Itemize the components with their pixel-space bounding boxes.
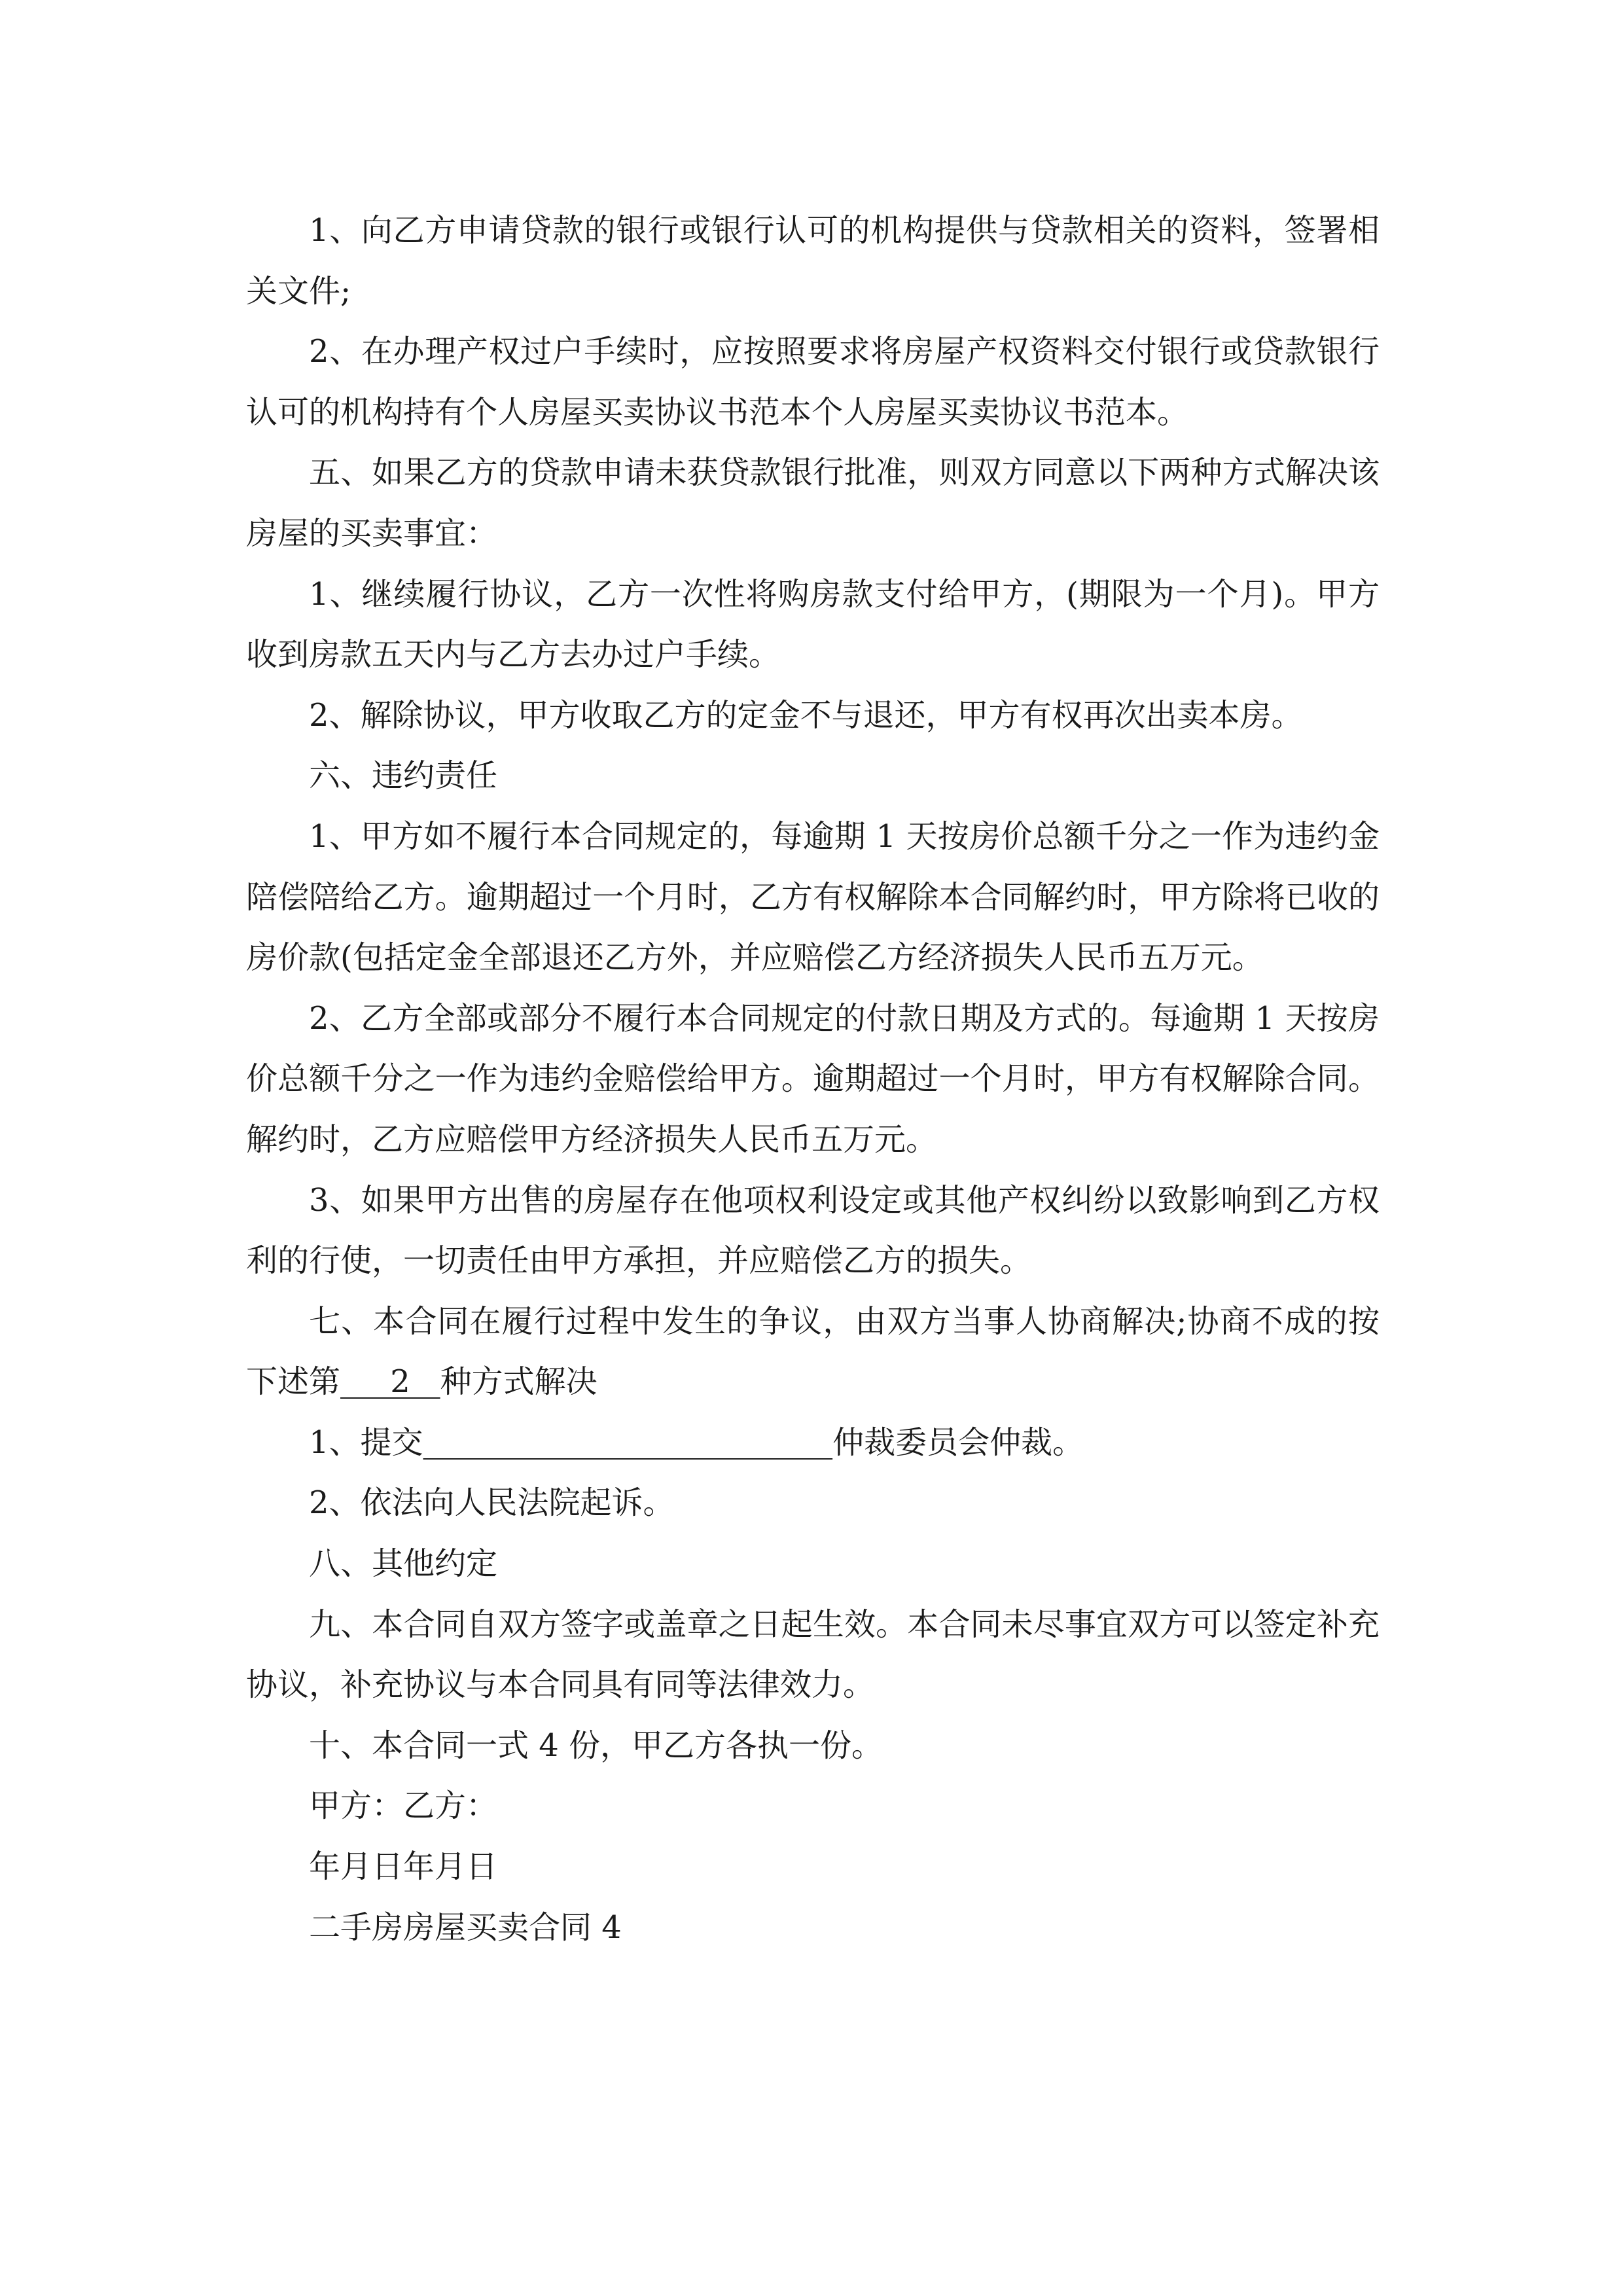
paragraph-effective-date: 九、本合同自双方签字或盖章之日起生效。本合同未尽事宜双方可以签定补充协议，补充协议与本合同具有同等法律效力。 [246,1605,1380,1704]
arbitration-suffix: 仲裁委员会仲裁。 [832,1424,1084,1461]
heading-other-terms: 八、其他约定 [309,1545,498,1583]
signature-dates: 年月日年月日 [309,1848,498,1886]
dispute-method-suffix: 种方式解决 [440,1363,597,1401]
paragraph-party-b-breach: 2、乙方全部或部分不履行本合同规定的付款日期及方式的。每逾期 1 天按房价总额千分之一作为违约金赔偿给甲方。逾期超过一个月时，甲方有权解除合同。解约时，乙方应赔偿甲方经济损失人民币五万元。 [246,999,1380,1158]
dispute-method-blank: 2 [340,1363,440,1401]
paragraph-continue-agreement: 1、继续履行协议，乙方一次性将购房款支付给甲方，(期限为一个月)。甲方收到房款五天内与乙方去办过户手续。 [246,575,1380,673]
paragraph-loan-docs: 1、向乙方申请贷款的银行或银行认可的机构提供与贷款相关的资料，签署相关文件; [246,212,1380,310]
next-contract-title: 二手房房屋买卖合同 4 [309,1909,622,1946]
clause-seven-text: 七、本合同在履行过程中发生的争议，由双方当事人协商解决;协商不成的按下述第 [246,1302,1380,1401]
document-body [246,200,1380,1958]
signature-parties: 甲方：乙方： [309,1787,498,1825]
paragraph-copies: 十、本合同一式 4 份，甲乙方各执一份。 [309,1727,883,1764]
arbitration-prefix: 1、提交 [309,1424,423,1461]
paragraph-clause-five: 五、如果乙方的贷款申请未获贷款银行批准，则双方同意以下两种方式解决该房屋的买卖事宜： [246,454,1380,552]
paragraph-property-transfer: 2、在办理产权过户手续时，应按照要求将房屋产权资料交付银行或贷款银行认可的机构持有个人房屋买卖协议书范本个人房屋买卖协议书范本。 [246,333,1380,431]
paragraph-party-a-breach: 1、甲方如不履行本合同规定的，每逾期 1 天按房价总额千分之一作为违约金陪偿陪给乙方。逾期超过一个月时，乙方有权解除本合同解约时，甲方除将已收的房价款(包括定金全部退还乙方外，并应赔偿乙方经济损失人民币五万元。 [246,817,1380,977]
paragraph-terminate-agreement: 2、解除协议，甲方收取乙方的定金不与退还，甲方有权再次出卖本房。 [309,696,1303,734]
paragraph-arbitration-option [246,1412,1380,1473]
paragraph-court-option: 2、依法向人民法院起诉。 [309,1484,675,1522]
heading-breach-liability: 六、违约责任 [309,757,498,795]
paragraph-property-dispute: 3、如果甲方出售的房屋存在他项权利设定或其他产权纠纷以致影响到乙方权利的行使，一切责任由甲方承担，并应赔偿乙方的损失。 [246,1181,1380,1280]
paragraph-clause-seven [246,1291,1380,1412]
arbitration-committee-blank [423,1424,833,1461]
